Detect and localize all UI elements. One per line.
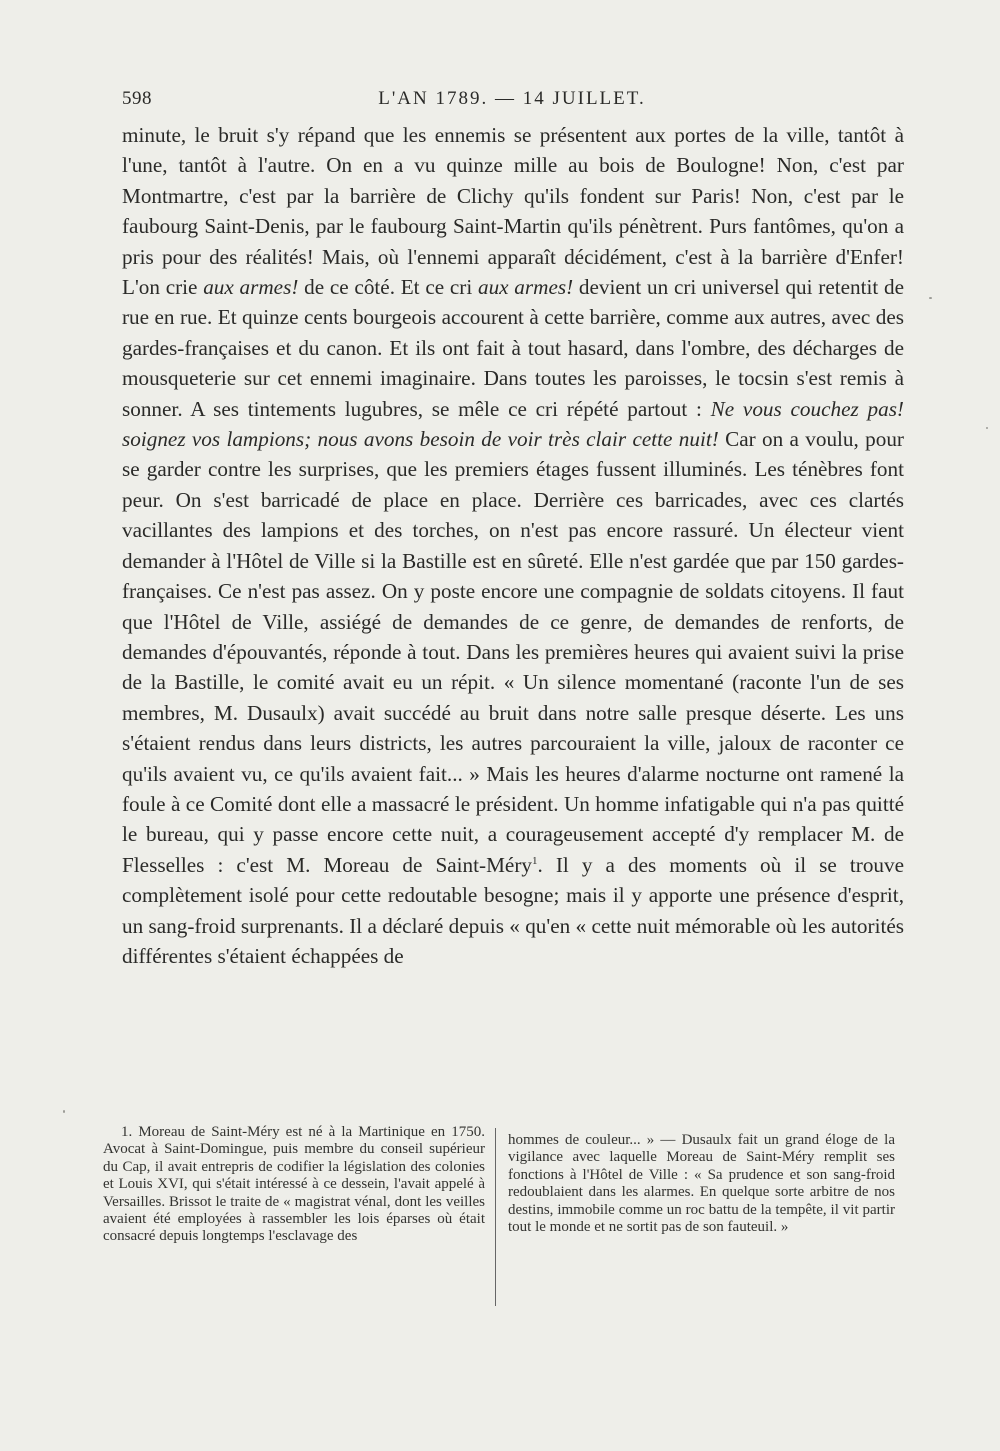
- italic-quote: Ne vous couchez pas! soignez vos lampions; nous avons besoin de voir très clair cette nuit!: [122, 396, 904, 452]
- footnote-column-left: [103, 1124, 485, 1246]
- main-text: [122, 120, 904, 971]
- column-divider: [495, 1128, 496, 1306]
- footnote-reference[interactable]: 1: [531, 854, 538, 867]
- paper-speck: [63, 1110, 65, 1113]
- footnote-column-right: [508, 1132, 895, 1236]
- text-segment: devient un cri universel qui retentit de rue en rue. Et quinze cents bourgeois accourent à cette barrière, comme aux autres, avec des gardes-françaises et du canon. Et ils ont fait à tout hasard, dans l'ombre, des décharges de mousqueterie sur cet ennemi imaginaire. Dans toutes les paroisses, le tocsin s'est remis à sonner. A ses tintements lugubres, se mêle ce cri répété partout :: [122, 275, 905, 421]
- footnotes: [103, 1124, 903, 1304]
- footnote-text: hommes de couleur... » — Dusaulx fait un grand éloge de la vigilance avec laquelle Moreau de Saint-Méry remplit ses fonctions à l'Hôtel de Ville : « Sa prudence et son sang-froid redoublaient dans les alarmes. En quelque sorte arbitre de nos destins, immobile comme un roc battu de la tempête, il vit partir tout le monde et ne sortit pas de son fauteuil. »: [508, 1132, 895, 1236]
- page-header: [122, 88, 902, 112]
- main-paragraph: [122, 120, 904, 971]
- text-segment: minute, le bruit s'y répand que les ennemis se présentent aux portes de la ville, tantôt à l'une, tantôt à l'autre. On en a vu quinze mille au bois de Boulogne! Non, c'est par Montmartre, c'est par la barrière de Clichy qu'ils fondent sur Paris! Non, c'est par le faubourg Saint-Denis, par le faubourg Saint-Martin qu'ils pénètrent. Purs fantômes, qu'on a pris pour des réalités! Mais, où l'ennemi apparaît décidément, c'est à la barrière d'Enfer! L'on crie: [122, 123, 904, 300]
- footnote-text: 1. Moreau de Saint-Méry est né à la Martinique en 1750. Avocat à Saint-Domingue, puis membre du conseil supérieur du Cap, il avait entrepris de codifier la législation des colonies et Louis XVI, qui s'était intéressé à ce dessein, l'avait appelé à Versailles. Brissot le traite de « magistrat vénal, dont les veilles avaient été employées à rassembler les lois éparses où était consacré depuis longtemps l'esclavage des: [103, 1124, 485, 1245]
- italic-phrase: aux armes!: [477, 275, 574, 300]
- text-segment: . Il y a des moments où il se trouve complètement isolé pour cette redoutable besogne; mais il y apporte une présence d'esprit, un sang-froid surprenants. Il a déclaré depuis « qu'en « cette nuit mémorable où les autorités différentes s'étaient échappées de: [122, 852, 905, 968]
- page-number: 598: [122, 88, 152, 109]
- paper-speck: [929, 297, 932, 299]
- paper-speck: [986, 427, 988, 429]
- running-head: L'AN 1789. — 14 JUILLET.: [378, 88, 646, 109]
- text-segment: de ce côté. Et ce cri: [298, 275, 478, 300]
- italic-phrase: aux armes!: [203, 275, 299, 300]
- text-segment: Car on a voulu, pour se garder contre les surprises, que les premiers étages fussent illuminés. Les ténèbres font peur. On s'est barricadé de place en place. Derrière ces barricades, avec ces clartés vacillantes des lampions et des torches, on n'est pas encore rassuré. Un électeur vient demander à l'Hôtel de Ville si la Bastille est en sûreté. Elle n'est gardée que par 150 gardes-françaises. Ce n'est pas assez. On y poste encore une compagnie de soldats citoyens. Il faut que l'Hôtel de Ville, assiégé de demandes de ce genre, de demandes de renforts, de demandes d'épouvantés, réponde à tout. Dans les premières heures qui avaient suivi la prise de la Bastille, le comité avait eu un répit. « Un silence momentané (raconte l'un de ses membres, M. Dusaulx) avait succédé au bruit dans notre salle presque déserte. Les uns s'étaient rendus dans leurs districts, les autres parcouraient la ville, jaloux de raconter ce qu'ils avaient vu, ce qu'ils avaient fait... » Mais les heures d'alarme nocturne ont ramené la foule à ce Comité dont elle a massacré le président. Un homme infatigable qui n'a pas quitté le bureau, qui y passe encore cette nuit, a courageusement accepté d'y remplacer M. de Flesselles : c'est M. Moreau de Saint-Méry: [122, 427, 904, 877]
